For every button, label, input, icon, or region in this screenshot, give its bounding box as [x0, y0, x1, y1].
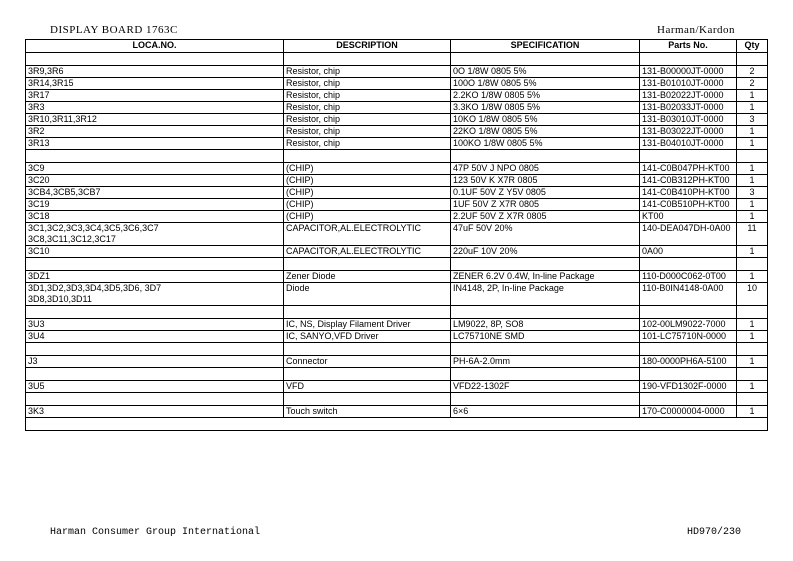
- cell-loca: [26, 163, 284, 175]
- cell-qty: 2: [737, 78, 768, 90]
- spacer-cell: [26, 53, 284, 66]
- bom-table: [25, 39, 768, 431]
- cell-loca: [26, 223, 284, 246]
- cell-specification: 10KO 1/8W 0805 5%: [451, 114, 640, 126]
- table-row: [26, 246, 768, 258]
- cell-description: IC, SANYO,VFD Driver: [284, 331, 451, 343]
- cell-description: Resistor, chip: [284, 138, 451, 150]
- cell-qty: 1: [737, 211, 768, 223]
- cell-description: Resistor, chip: [284, 90, 451, 102]
- cell-qty: 1: [737, 138, 768, 150]
- loca-line: 3C20: [28, 175, 50, 185]
- spacer-cell: [451, 393, 640, 406]
- cell-qty: 1: [737, 163, 768, 175]
- cell-loca: [26, 126, 284, 138]
- cell-loca: [26, 356, 284, 368]
- cell-loca: [26, 271, 284, 283]
- table-row: [26, 406, 768, 418]
- cell-loca: [26, 211, 284, 223]
- brand-name: Harman/Kardon: [657, 24, 735, 36]
- table-row: [26, 175, 768, 187]
- loca-line: 3C19: [28, 199, 50, 209]
- cell-qty: 3: [737, 114, 768, 126]
- cell-parts-no: 131-B03022JT-0000: [640, 126, 737, 138]
- cell-specification: 47P 50V J NPO 0805: [451, 163, 640, 175]
- group-spacer: [26, 418, 768, 431]
- cell-qty: 1: [737, 246, 768, 258]
- bom-body: [26, 53, 768, 431]
- cell-loca: [26, 187, 284, 199]
- cell-specification: 2.2KO 1/8W 0805 5%: [451, 90, 640, 102]
- cell-parts-no: 140-DEA047DH-0A00: [640, 223, 737, 246]
- spacer-cell: [26, 368, 284, 381]
- cell-loca: [26, 138, 284, 150]
- spacer-cell: [737, 306, 768, 319]
- spacer-cell: [284, 258, 451, 271]
- spacer-cell: [284, 150, 451, 163]
- spacer-cell: [26, 258, 284, 271]
- spacer-cell: [737, 258, 768, 271]
- table-row: [26, 271, 768, 283]
- table-row: [26, 331, 768, 343]
- loca-line: 3C9: [28, 163, 45, 173]
- footer-page-number: HD970/230: [686, 527, 741, 538]
- cell-parts-no: 131-B01010JT-0000: [640, 78, 737, 90]
- loca-line: 3C18: [28, 211, 50, 221]
- cell-loca: [26, 246, 284, 258]
- cell-parts-no: 131-B00000JT-0000: [640, 66, 737, 78]
- loca-line: 3D1,3D2,3D3,3D4,3D5,3D6, 3D7: [28, 283, 162, 293]
- spacer-cell: [451, 53, 640, 66]
- cell-parts-no: 170-C0000004-0000: [640, 406, 737, 418]
- loca-line: 3C1,3C2,3C3,3C4,3C5,3C6,3C7: [28, 223, 159, 233]
- cell-qty: 1: [737, 90, 768, 102]
- cell-loca: [26, 114, 284, 126]
- cell-specification: VFD22-1302F: [451, 381, 640, 393]
- table-header-row: [26, 40, 768, 53]
- cell-parts-no: 101-LC75710N-0000: [640, 331, 737, 343]
- loca-line: 3C8,3C11,3C12,3C17: [28, 234, 116, 244]
- loca-line: 3R2: [28, 126, 45, 136]
- spacer-cell: [640, 53, 737, 66]
- cell-specification: 47uF 50V 20%: [451, 223, 640, 246]
- cell-description: Resistor, chip: [284, 126, 451, 138]
- cell-loca: [26, 78, 284, 90]
- cell-description: Zener Diode: [284, 271, 451, 283]
- spacer-cell: [451, 368, 640, 381]
- loca-line: 3C10: [28, 246, 50, 256]
- cell-loca: [26, 175, 284, 187]
- cell-description: (CHIP): [284, 199, 451, 211]
- spacer-cell: [451, 306, 640, 319]
- spacer-cell: [26, 306, 284, 319]
- spacer-cell: [640, 258, 737, 271]
- cell-description: Resistor, chip: [284, 114, 451, 126]
- spacer-cell: [737, 343, 768, 356]
- col-header-qty: Qty: [737, 40, 768, 53]
- table-row: [26, 223, 768, 246]
- spacer-cell: [284, 343, 451, 356]
- table-row: [26, 319, 768, 331]
- cell-specification: 220uF 10V 20%: [451, 246, 640, 258]
- board-title: DISPLAY BOARD 1763C: [50, 24, 178, 36]
- spacer-cell: [640, 393, 737, 406]
- cell-qty: 1: [737, 331, 768, 343]
- loca-line: 3DZ1: [28, 271, 51, 281]
- table-row: [26, 163, 768, 175]
- cell-qty: 1: [737, 126, 768, 138]
- cell-specification: 100O 1/8W 0805 5%: [451, 78, 640, 90]
- spacer-cell: [26, 418, 768, 431]
- table-row: [26, 356, 768, 368]
- cell-loca: [26, 66, 284, 78]
- loca-line: 3R9,3R6: [28, 66, 64, 76]
- group-spacer: [26, 258, 768, 271]
- table-row: [26, 66, 768, 78]
- cell-description: CAPACITOR,AL.ELECTROLYTIC: [284, 246, 451, 258]
- cell-specification: LC75710NE SMD: [451, 331, 640, 343]
- spacer-cell: [284, 393, 451, 406]
- loca-line: 3R13: [28, 138, 50, 148]
- group-spacer: [26, 368, 768, 381]
- spacer-cell: [640, 150, 737, 163]
- cell-specification: 0.1UF 50V Z Y5V 0805: [451, 187, 640, 199]
- cell-description: (CHIP): [284, 187, 451, 199]
- spacer-cell: [737, 393, 768, 406]
- cell-specification: 22KO 1/8W 0805 5%: [451, 126, 640, 138]
- cell-description: Connector: [284, 356, 451, 368]
- loca-line: 3U5: [28, 381, 45, 391]
- table-row: [26, 381, 768, 393]
- cell-parts-no: 0A00: [640, 246, 737, 258]
- group-spacer: [26, 393, 768, 406]
- group-spacer: [26, 306, 768, 319]
- table-row: [26, 199, 768, 211]
- cell-specification: IN4148, 2P, In-line Package: [451, 283, 640, 306]
- loca-line: 3R14,3R15: [28, 78, 74, 88]
- cell-qty: 1: [737, 381, 768, 393]
- loca-line: 3CB4,3CB5,3CB7: [28, 187, 101, 197]
- spacer-cell: [284, 53, 451, 66]
- cell-parts-no: 131-B03010JT-0000: [640, 114, 737, 126]
- cell-description: (CHIP): [284, 163, 451, 175]
- loca-line: 3R10,3R11,3R12: [28, 114, 97, 124]
- cell-qty: 1: [737, 356, 768, 368]
- loca-line: 3U3: [28, 319, 45, 329]
- cell-description: Diode: [284, 283, 451, 306]
- cell-parts-no: 141-C0B510PH-KT00: [640, 199, 737, 211]
- cell-specification: 6×6: [451, 406, 640, 418]
- group-spacer: [26, 343, 768, 356]
- cell-qty: 1: [737, 199, 768, 211]
- cell-loca: [26, 102, 284, 114]
- cell-qty: 3: [737, 187, 768, 199]
- cell-specification: 123 50V K X7R 0805: [451, 175, 640, 187]
- cell-specification: PH-6A-2.0mm: [451, 356, 640, 368]
- loca-line: 3D8,3D10,3D11: [28, 294, 92, 304]
- cell-description: CAPACITOR,AL.ELECTROLYTIC: [284, 223, 451, 246]
- cell-qty: 10: [737, 283, 768, 306]
- table-row: [26, 114, 768, 126]
- cell-parts-no: 141-C0B047PH-KT00: [640, 163, 737, 175]
- cell-description: (CHIP): [284, 211, 451, 223]
- spacer-cell: [451, 150, 640, 163]
- cell-specification: 3.3KO 1/8W 0805 5%: [451, 102, 640, 114]
- cell-qty: 1: [737, 406, 768, 418]
- cell-specification: 1UF 50V Z X7R 0805: [451, 199, 640, 211]
- cell-description: VFD: [284, 381, 451, 393]
- spacer-cell: [284, 368, 451, 381]
- table-row: [26, 187, 768, 199]
- cell-loca: [26, 406, 284, 418]
- cell-parts-no: 110-B0IN4148-0A00: [640, 283, 737, 306]
- col-header-loca: LOCA.NO.: [26, 40, 284, 53]
- cell-parts-no: 131-B02022JT-0000: [640, 90, 737, 102]
- footer-company: Harman Consumer Group International: [50, 527, 261, 538]
- loca-line: J3: [28, 356, 38, 366]
- cell-parts-no: 110-D000C062-0T00: [640, 271, 737, 283]
- cell-description: Resistor, chip: [284, 66, 451, 78]
- cell-description: (CHIP): [284, 175, 451, 187]
- cell-specification: ZENER 6.2V 0.4W, In-line Package: [451, 271, 640, 283]
- cell-loca: [26, 381, 284, 393]
- spacer-cell: [737, 150, 768, 163]
- cell-qty: 1: [737, 102, 768, 114]
- table-row: [26, 283, 768, 306]
- cell-description: IC, NS, Display Filament Driver: [284, 319, 451, 331]
- cell-parts-no: 131-B02033JT-0000: [640, 102, 737, 114]
- cell-parts-no: KT00: [640, 211, 737, 223]
- loca-line: 3U4: [28, 331, 45, 341]
- cell-qty: 2: [737, 66, 768, 78]
- spacer-cell: [26, 343, 284, 356]
- spacer-cell: [26, 393, 284, 406]
- group-spacer: [26, 150, 768, 163]
- spacer-cell: [640, 306, 737, 319]
- cell-parts-no: 131-B04010JT-0000: [640, 138, 737, 150]
- cell-parts-no: 141-C0B312PH-KT00: [640, 175, 737, 187]
- table-row: [26, 138, 768, 150]
- spacer-cell: [451, 343, 640, 356]
- table-row: [26, 211, 768, 223]
- cell-qty: 11: [737, 223, 768, 246]
- col-header-specification: SPECIFICATION: [451, 40, 640, 53]
- table-row: [26, 78, 768, 90]
- cell-parts-no: 102-00LM9022-7000: [640, 319, 737, 331]
- cell-loca: [26, 90, 284, 102]
- cell-parts-no: 180-0000PH6A-5100: [640, 356, 737, 368]
- spacer-cell: [451, 258, 640, 271]
- cell-qty: 1: [737, 319, 768, 331]
- cell-loca: [26, 283, 284, 306]
- col-header-parts-no: Parts No.: [640, 40, 737, 53]
- loca-line: 3R17: [28, 90, 50, 100]
- cell-specification: 2.2UF 50V Z X7R 0805: [451, 211, 640, 223]
- col-header-description: DESCRIPTION: [284, 40, 451, 53]
- cell-loca: [26, 199, 284, 211]
- spacer-cell: [737, 53, 768, 66]
- cell-parts-no: 141-C0B410PH-KT00: [640, 187, 737, 199]
- cell-parts-no: 190-VFD1302F-0000: [640, 381, 737, 393]
- loca-line: 3R3: [28, 102, 45, 112]
- spacer-cell: [284, 306, 451, 319]
- group-spacer: [26, 53, 768, 66]
- cell-description: Resistor, chip: [284, 102, 451, 114]
- table-row: [26, 102, 768, 114]
- spacer-cell: [26, 150, 284, 163]
- cell-description: Resistor, chip: [284, 78, 451, 90]
- cell-qty: 1: [737, 175, 768, 187]
- spacer-cell: [737, 368, 768, 381]
- table-row: [26, 90, 768, 102]
- cell-specification: 100KO 1/8W 0805 5%: [451, 138, 640, 150]
- spacer-cell: [640, 368, 737, 381]
- spacer-cell: [640, 343, 737, 356]
- loca-line: 3K3: [28, 406, 45, 416]
- cell-loca: [26, 331, 284, 343]
- cell-description: Touch switch: [284, 406, 451, 418]
- cell-loca: [26, 319, 284, 331]
- cell-qty: 1: [737, 271, 768, 283]
- cell-specification: LM9022, 8P, SO8: [451, 319, 640, 331]
- table-row: [26, 126, 768, 138]
- cell-specification: 0O 1/8W 0805 5%: [451, 66, 640, 78]
